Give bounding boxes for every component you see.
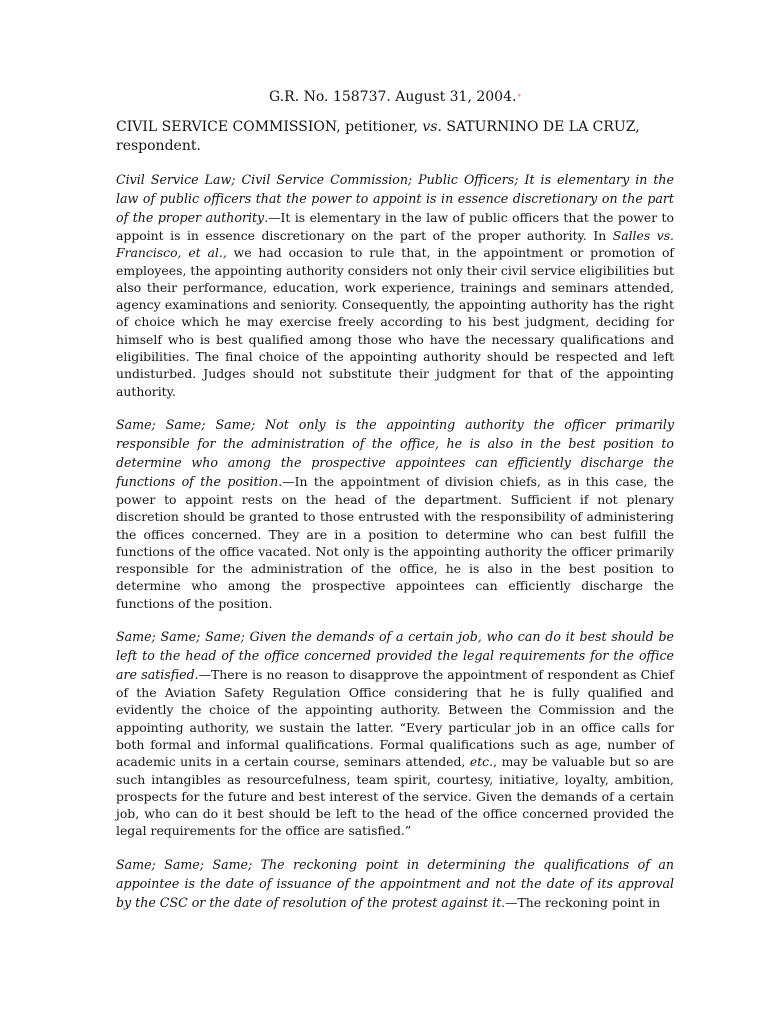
syllabus-text: .—It is elementary in the law of public officers that the power to appoint is in essence discretionary on the part of the proper authority. In bbox=[116, 210, 674, 243]
syllabus-text: we had occasion to rule that, in the appointment or promotion of employees, the appointing authority considers not only their civil service eligibilities but also their performance, education, work experience, trainings and seminars attended, agency examinations and seniority. Consequently, the appointing authority has the right of choice which he may exercise freely according to his best judgment, deciding for himself who is best qualified among those who have the necessary qualifications and eligibilities. The final choice of the appointing authority should be respected and left undisturbed. Judges should not substitute their judgment for that of the appointing authority. bbox=[116, 245, 675, 399]
syllabus-text: .—The reckoning point in bbox=[501, 894, 661, 910]
syllabus-paragraph bbox=[116, 170, 674, 400]
case-parties bbox=[116, 118, 674, 156]
footnote-marker[interactable]: * bbox=[517, 93, 521, 101]
syllabus-text: .—In the appointment of division chiefs, as in this case, the power to appoint rests on the head of the department. Sufficient if not plenary discretion should be granted to those entrusted with the responsibility of administering the offices concerned. They are in a position to determine who can best fulfill the functions of the office vacated. Not only is the appointing authority the officer primarily responsible for the administration of the office, he is also in the best position to determine who among the prospective appointees can efficiently discharge the functions of the position. bbox=[116, 473, 674, 611]
petitioner-role: , petitioner, bbox=[336, 119, 423, 135]
case-number: G.R. No. 158737. August 31, 2004. bbox=[269, 89, 517, 105]
respondent-name: . SATURNINO DE LA CRUZ, respondent. bbox=[116, 119, 640, 154]
syllabus-keywords: Same; Same; Same; The reckoning point in determining the qualifications of an appointee is the date of issuance of the appointment and not the date of its approval by the CSC or the date of resolution of the protest against it bbox=[116, 856, 674, 910]
petitioner-name: CIVIL SERVICE COMMISSION bbox=[116, 119, 337, 135]
syllabus-keywords: Civil Service Law; Civil Service Commission; Public Officers; It is elementary in the law of public officers that the power to appoint is in essence discretionary on the part of the proper authority bbox=[116, 172, 674, 225]
etc-abbreviation: etc. bbox=[469, 754, 494, 770]
document-page bbox=[116, 88, 674, 927]
syllabus-text: .—There is no reason to disapprove the appointment of respondent as Chief of the Aviation Safety Regulation Office considering that he is fully qualified and evidently the choice of the appointing authority. Between the Commission and the appointing authority, we sustain the latter. “Every particular job in an office calls for both formal and informal qualifications. Formal qualifications such as age, number of academic units in a certain course, seminars attended, bbox=[116, 667, 674, 770]
case-heading bbox=[116, 88, 674, 106]
syllabus-paragraph bbox=[116, 855, 674, 912]
syllabus-text: , may be valuable but so are such intangibles as resourcefulness, team spirit, courtesy, initiative, loyalty, ambition, prospects for the future and best interest of the service. Given the demands of a certain job, who can do it best should be left to the head of the office concerned provided the legal requirements for the office are satisfied.” bbox=[116, 754, 674, 839]
case-citation: Salles vs. Francisco, et al., bbox=[116, 228, 674, 261]
syllabus-paragraph bbox=[116, 415, 674, 612]
syllabus-keywords: Same; Same; Same; Given the demands of a certain job, who can do it best should be left to the head of the office concerned provided the legal requirements for the office are satisfied bbox=[116, 629, 674, 683]
versus-label: vs bbox=[422, 119, 438, 135]
syllabus-keywords: Same; Same; Same; Not only is the appointing authority the officer primarily responsible for the administration of the office, he is also in the best position to determine who among the prospective appointees can efficiently discharge the functions of the position bbox=[116, 416, 674, 489]
syllabus-paragraph bbox=[116, 627, 674, 840]
